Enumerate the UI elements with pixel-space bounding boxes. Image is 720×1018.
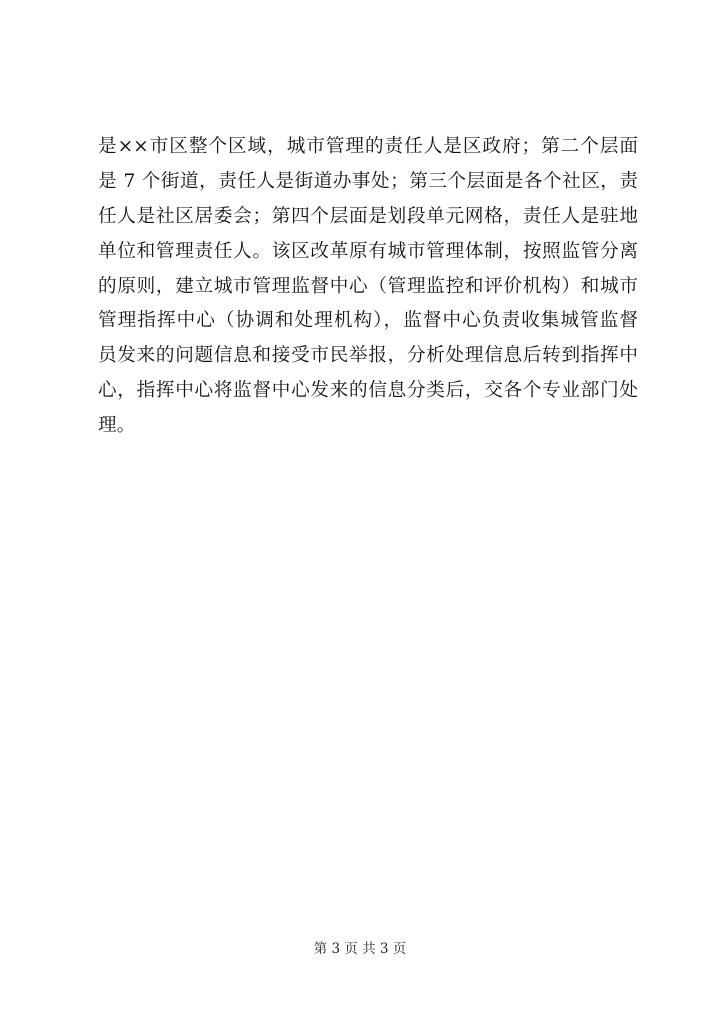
- body-paragraph: [98, 130, 638, 444]
- paragraph-line: 理。: [98, 415, 136, 437]
- paragraph-line: 是 7 个街道，责任人是街道办事处；第三个层面是各个社区，责: [98, 170, 638, 192]
- paragraph-line: 员发来的问题信息和接受市民举报，分析处理信息后转到指挥中: [98, 345, 638, 367]
- page-number-footer: 第 3 页 共 3 页: [313, 941, 407, 957]
- paragraph-line: 的原则，建立城市管理监督中心（管理监控和评价机构）和城市: [98, 275, 638, 297]
- paragraph-line: 管理指挥中心（协调和处理机构），监督中心负责收集城管监督: [98, 310, 638, 332]
- paragraph-line: 单位和管理责任人。该区改革原有城市管理体制，按照监管分离: [98, 240, 638, 262]
- paragraph-line: 是××市区整个区域，城市管理的责任人是区政府；第二个层面: [98, 136, 638, 157]
- paragraph-line: 心，指挥中心将监督中心发来的信息分类后，交各个专业部门处: [98, 380, 638, 402]
- paragraph-line: 任人是社区居委会；第四个层面是划段单元网格，责任人是驻地: [98, 205, 638, 227]
